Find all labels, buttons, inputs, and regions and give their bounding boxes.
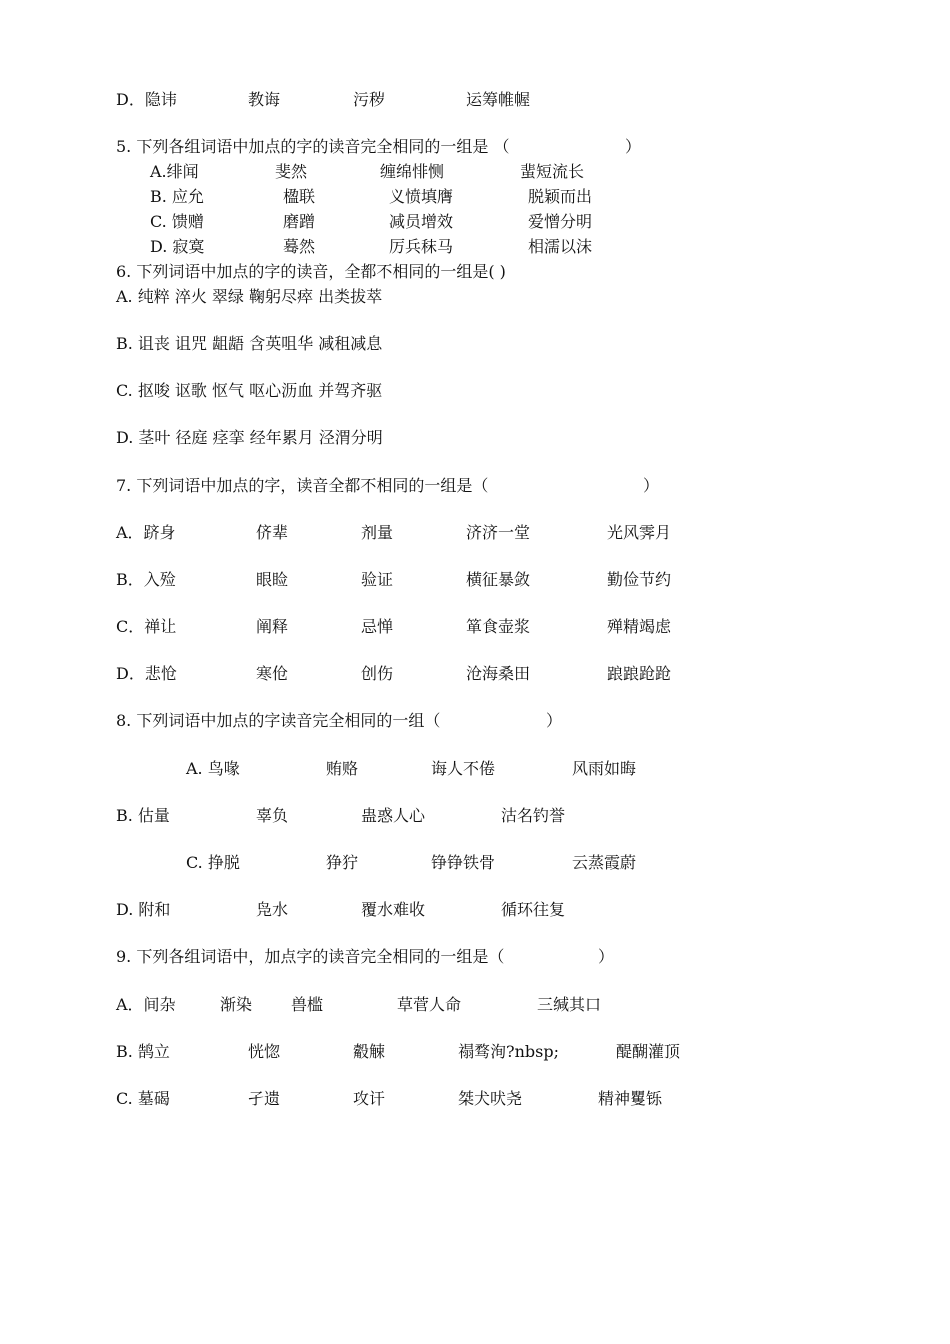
line-cell-text: 箪食壶浆 — [466, 617, 531, 636]
line-lead-text: A．跻身 — [116, 523, 176, 542]
line-cell-text: 剂量 — [361, 523, 394, 542]
line-cell-text: 沽名钓誉 — [501, 806, 566, 825]
line-cell-text: 醍醐灌顶 — [616, 1042, 681, 1061]
line-lead-text: B. 估量 — [116, 806, 170, 825]
line-lead-text: D．隐讳 — [116, 90, 177, 109]
line-cell-text: 渐染 — [220, 995, 253, 1014]
line-cell-text: 恍惚 — [248, 1042, 281, 1061]
line-lead-text: D. 茎叶 径庭 痉挛 经年累月 泾渭分明 — [116, 428, 383, 447]
line-cell-text: 觳觫 — [353, 1042, 386, 1061]
line-cell-text: 楹联 — [283, 187, 316, 206]
line-cell-text: 运筹帷幄 — [466, 90, 531, 109]
line-cell-text: 光风霁月 — [607, 523, 672, 542]
line-lead-text: B．入殓 — [116, 570, 176, 589]
line-lead-text: D. 附和 — [116, 900, 171, 919]
line-cell-text: 诲人不倦 — [431, 759, 496, 778]
line-cell-text: 爱憎分明 — [528, 212, 593, 231]
line-cell-text: 攻讦 — [353, 1089, 386, 1108]
line-cell-text: 蜚短流长 — [520, 162, 585, 181]
line-cell-text: 蛊惑人心 — [361, 806, 426, 825]
line-cell-text: 创伤 — [361, 664, 394, 683]
line-cell-text: 缠绵悱恻 — [380, 162, 445, 181]
line-cell-text: 云蒸霞蔚 — [572, 853, 637, 872]
line-cell-text: 济济一堂 — [466, 523, 531, 542]
line-cell-text: 阐释 — [256, 617, 289, 636]
line-lead-text: C. 墓碣 — [116, 1089, 170, 1108]
line-cell-text: 殚精竭虑 — [607, 617, 672, 636]
line-cell-text: 贿赂 — [326, 759, 359, 778]
line-cell-text: 教诲 — [248, 90, 281, 109]
line-lead-text: B. 应允 — [150, 187, 204, 206]
line-lead-text: C. 馈赠 — [150, 212, 204, 231]
line-cell-text: 孑遗 — [248, 1089, 281, 1108]
line-cell-text: 污秽 — [353, 90, 386, 109]
line-cell-text: 义愤填膺 — [389, 187, 454, 206]
line-lead-text: 8. 下列词语中加点的字读音完全相同的一组（ — [116, 711, 441, 730]
line-cell-text: 踉踉跄跄 — [607, 664, 672, 683]
line-cell-text: 脱颖而出 — [528, 187, 593, 206]
line-cell-text: ） — [546, 711, 563, 730]
line-lead-text: C. 挣脱 — [186, 853, 240, 872]
line-cell-text: 循环往复 — [501, 900, 566, 919]
line-lead-text: 7. 下列词语中加点的字，读音全都不相同的一组是（ — [116, 476, 489, 495]
line-lead-text: D．悲怆 — [116, 664, 177, 683]
line-lead-text: A.绯闻 — [150, 162, 199, 181]
line-cell-text: 眼睑 — [256, 570, 289, 589]
line-cell-text: 辜负 — [256, 806, 289, 825]
line-cell-text: 寒伧 — [256, 664, 289, 683]
line-cell-text: 兽槛 — [291, 995, 324, 1014]
line-lead-text: B. 诅丧 诅咒 龃龉 含英咀华 减租减息 — [116, 334, 383, 353]
line-lead-text: 5. 下列各组词语中加点的字的读音完全相同的一组是 （ — [116, 137, 510, 156]
line-lead-text: 9. 下列各组词语中，加点字的读音完全相同的一组是（ — [116, 947, 505, 966]
line-cell-text: 忌惮 — [361, 617, 394, 636]
line-lead-text: C．禅让 — [116, 617, 177, 636]
line-cell-text: 验证 — [361, 570, 394, 589]
line-cell-text: 厉兵秣马 — [389, 237, 454, 256]
line-cell-text: 风雨如晦 — [572, 759, 637, 778]
line-cell-text: ） — [598, 947, 615, 966]
line-cell-text: 狰狞 — [326, 853, 359, 872]
line-cell-text: 侪辈 — [256, 523, 289, 542]
line-cell-text: 磨蹭 — [283, 212, 316, 231]
line-cell-text: 斐然 — [275, 162, 308, 181]
line-cell-text: 禢骛洵?nbsp; — [458, 1042, 559, 1061]
line-lead-text: D. 寂寞 — [150, 237, 205, 256]
line-cell-text: 凫水 — [256, 900, 289, 919]
line-cell-text: 覆水难收 — [361, 900, 426, 919]
line-cell-text: 蓦然 — [283, 237, 316, 256]
line-cell-text: ） — [643, 476, 660, 495]
line-cell-text: 草菅人命 — [397, 995, 462, 1014]
line-lead-text: 6. 下列词语中加点的字的读音，全都不相同的一组是( ) — [116, 262, 506, 281]
line-lead-text: A. 鸟喙 — [186, 759, 240, 778]
line-lead-text: C. 抠唆 讴歌 怄气 呕心沥血 并驾齐驱 — [116, 381, 383, 400]
line-cell-text: ） — [625, 137, 642, 156]
line-cell-text: 桀犬吠尧 — [458, 1089, 523, 1108]
line-lead-text: A. 纯粹 淬火 翠绿 鞠躬尽瘁 出类拔萃 — [116, 287, 383, 306]
line-cell-text: 相濡以沫 — [528, 237, 593, 256]
line-cell-text: 减员增效 — [389, 212, 454, 231]
line-cell-text: 铮铮铁骨 — [431, 853, 496, 872]
line-cell-text: 横征暴敛 — [466, 570, 531, 589]
line-cell-text: 勤俭节约 — [607, 570, 672, 589]
line-cell-text: 三缄其口 — [537, 995, 602, 1014]
line-cell-text: 精神矍铄 — [598, 1089, 663, 1108]
line-cell-text: 沧海桑田 — [466, 664, 531, 683]
line-lead-text: B. 鹄立 — [116, 1042, 170, 1061]
line-lead-text: A．间杂 — [116, 995, 176, 1014]
